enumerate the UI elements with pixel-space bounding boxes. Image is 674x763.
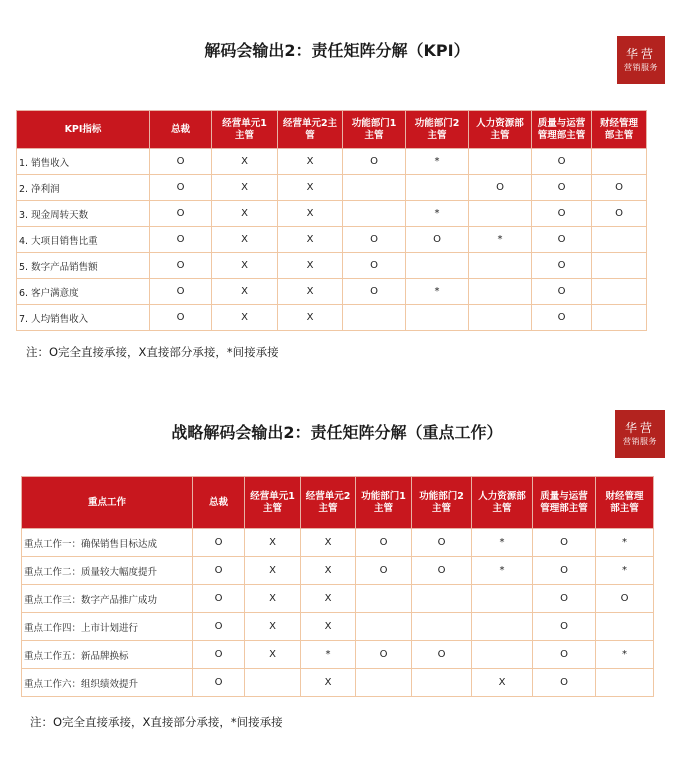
matrix-cell: * — [596, 641, 654, 669]
kpi-matrix-legend-note: 注：O完全直接承接，X直接部分承接，*间接承接 — [26, 345, 279, 359]
matrix-cell: O — [150, 175, 212, 201]
column-header: KPI指标 — [17, 111, 150, 149]
matrix-cell: * — [406, 279, 469, 305]
matrix-cell: X — [278, 201, 343, 227]
matrix-cell: O — [193, 557, 245, 585]
table-row — [22, 669, 654, 697]
column-header: 人力资源部 主管 — [469, 111, 532, 149]
matrix-cell: O — [193, 613, 245, 641]
row-label: 2. 净利润 — [17, 175, 150, 201]
row-label: 重点工作四：上市计划进行 — [22, 613, 193, 641]
table-row — [22, 529, 654, 557]
column-header: 经营单元1 主管 — [212, 111, 278, 149]
column-header: 财经管理 部主管 — [592, 111, 647, 149]
matrix-cell: O — [412, 641, 472, 669]
matrix-cell: O — [150, 227, 212, 253]
matrix-cell: O — [356, 557, 412, 585]
matrix-cell: * — [596, 529, 654, 557]
matrix-cell: O — [533, 585, 596, 613]
table-row — [17, 279, 647, 305]
matrix-cell: O — [532, 149, 592, 175]
matrix-cell: X — [212, 175, 278, 201]
matrix-cell — [469, 201, 532, 227]
matrix-cell: X — [212, 149, 278, 175]
key-work-responsibility-matrix — [21, 476, 654, 697]
matrix-cell: * — [301, 641, 356, 669]
row-label: 6. 客户满意度 — [17, 279, 150, 305]
table-row — [22, 557, 654, 585]
matrix-cell — [592, 253, 647, 279]
column-header: 经营单元2主 管 — [278, 111, 343, 149]
matrix-cell: X — [245, 613, 301, 641]
matrix-cell: O — [533, 669, 596, 697]
matrix-cell: X — [278, 279, 343, 305]
matrix-cell: O — [150, 305, 212, 331]
row-label: 重点工作六：组织绩效提升 — [22, 669, 193, 697]
column-header: 质量与运营 管理部主管 — [532, 111, 592, 149]
table-row — [22, 613, 654, 641]
matrix-cell — [343, 201, 406, 227]
matrix-cell — [596, 613, 654, 641]
matrix-cell: * — [472, 557, 533, 585]
table-row — [17, 253, 647, 279]
column-header: 财经管理 部主管 — [596, 477, 654, 529]
table-row — [22, 641, 654, 669]
matrix-cell: X — [301, 613, 356, 641]
matrix-cell: O — [343, 253, 406, 279]
table-row — [17, 305, 647, 331]
matrix-cell: X — [278, 253, 343, 279]
matrix-cell: O — [356, 641, 412, 669]
kpi-matrix-title: 解码会输出2：责任矩阵分解（KPI） — [204, 41, 470, 60]
matrix-cell — [469, 253, 532, 279]
matrix-cell: X — [212, 253, 278, 279]
matrix-cell: O — [412, 529, 472, 557]
matrix-cell: X — [212, 279, 278, 305]
matrix-cell: X — [301, 557, 356, 585]
matrix-cell — [343, 305, 406, 331]
matrix-cell — [356, 669, 412, 697]
table-row — [17, 175, 647, 201]
table-row — [17, 149, 647, 175]
matrix-cell — [412, 613, 472, 641]
matrix-cell: O — [150, 201, 212, 227]
matrix-cell — [469, 279, 532, 305]
matrix-cell: O — [596, 585, 654, 613]
table-row — [17, 227, 647, 253]
matrix-cell: O — [150, 253, 212, 279]
matrix-cell — [469, 149, 532, 175]
matrix-cell: X — [278, 149, 343, 175]
matrix-cell: O — [356, 529, 412, 557]
matrix-cell: O — [343, 149, 406, 175]
column-header: 功能部门1 主管 — [356, 477, 412, 529]
matrix-cell: X — [278, 227, 343, 253]
matrix-cell — [356, 585, 412, 613]
column-header: 总裁 — [150, 111, 212, 149]
table-row — [17, 201, 647, 227]
matrix-cell — [245, 669, 301, 697]
matrix-cell: O — [592, 201, 647, 227]
matrix-cell: O — [533, 557, 596, 585]
column-header: 经营单元2 主管 — [301, 477, 356, 529]
company-seal-logo: 华营 营销服务 — [615, 410, 665, 458]
matrix-cell: * — [406, 149, 469, 175]
matrix-cell: O — [532, 227, 592, 253]
matrix-cell — [472, 585, 533, 613]
matrix-cell — [406, 175, 469, 201]
matrix-cell — [412, 585, 472, 613]
matrix-cell: O — [343, 227, 406, 253]
matrix-cell: * — [469, 227, 532, 253]
matrix-cell — [596, 669, 654, 697]
table-row — [22, 585, 654, 613]
matrix-cell — [406, 305, 469, 331]
row-label: 5. 数字产品销售额 — [17, 253, 150, 279]
matrix-cell — [356, 613, 412, 641]
column-header: 人力资源部 主管 — [472, 477, 533, 529]
matrix-cell: X — [278, 175, 343, 201]
matrix-cell: O — [532, 201, 592, 227]
row-label: 3. 现金周转天数 — [17, 201, 150, 227]
matrix-cell: O — [532, 305, 592, 331]
column-header: 重点工作 — [22, 477, 193, 529]
column-header: 功能部门2 主管 — [406, 111, 469, 149]
matrix-cell: X — [245, 585, 301, 613]
matrix-cell: O — [532, 279, 592, 305]
column-header: 经营单元1 主管 — [245, 477, 301, 529]
matrix-cell: X — [212, 227, 278, 253]
row-label: 重点工作五：新品牌换标 — [22, 641, 193, 669]
row-label: 4. 大项目销售比重 — [17, 227, 150, 253]
row-label: 1. 销售收入 — [17, 149, 150, 175]
row-label: 重点工作三：数字产品推广成功 — [22, 585, 193, 613]
matrix-cell: X — [301, 585, 356, 613]
matrix-cell: X — [278, 305, 343, 331]
row-label: 7. 人均销售收入 — [17, 305, 150, 331]
matrix-cell: O — [469, 175, 532, 201]
matrix-cell: O — [406, 227, 469, 253]
matrix-cell: O — [533, 529, 596, 557]
matrix-cell: O — [150, 149, 212, 175]
matrix-cell: O — [193, 641, 245, 669]
row-label: 重点工作一：确保销售目标达成 — [22, 529, 193, 557]
key-work-matrix-legend-note: 注：O完全直接承接，X直接部分承接，*间接承接 — [30, 715, 283, 729]
matrix-cell — [343, 175, 406, 201]
matrix-cell — [592, 305, 647, 331]
column-header: 功能部门2 主管 — [412, 477, 472, 529]
matrix-cell: O — [193, 669, 245, 697]
matrix-cell: * — [596, 557, 654, 585]
matrix-cell — [592, 149, 647, 175]
key-work-matrix-title: 战略解码会输出2：责任矩阵分解（重点工作） — [171, 423, 503, 442]
matrix-cell: X — [301, 669, 356, 697]
matrix-cell: O — [343, 279, 406, 305]
matrix-cell: X — [245, 529, 301, 557]
column-header: 总裁 — [193, 477, 245, 529]
matrix-cell: O — [150, 279, 212, 305]
kpi-responsibility-matrix — [16, 110, 647, 331]
matrix-cell — [592, 227, 647, 253]
matrix-cell: O — [532, 253, 592, 279]
matrix-cell: O — [532, 175, 592, 201]
matrix-cell — [472, 613, 533, 641]
matrix-cell: X — [301, 529, 356, 557]
column-header: 功能部门1 主管 — [343, 111, 406, 149]
column-header: 质量与运营 管理部主管 — [533, 477, 596, 529]
company-seal-logo: 华营 营销服务 — [617, 36, 665, 84]
matrix-cell: O — [193, 585, 245, 613]
matrix-cell — [469, 305, 532, 331]
matrix-cell: X — [245, 557, 301, 585]
matrix-cell: O — [533, 641, 596, 669]
matrix-cell: * — [472, 529, 533, 557]
matrix-cell: O — [592, 175, 647, 201]
matrix-cell: X — [212, 201, 278, 227]
matrix-cell — [592, 279, 647, 305]
matrix-cell: * — [406, 201, 469, 227]
matrix-cell — [412, 669, 472, 697]
matrix-cell: X — [245, 641, 301, 669]
matrix-cell: X — [212, 305, 278, 331]
matrix-cell: O — [412, 557, 472, 585]
matrix-cell: O — [533, 613, 596, 641]
matrix-cell — [472, 641, 533, 669]
matrix-cell: X — [472, 669, 533, 697]
row-label: 重点工作二：质量较大幅度提升 — [22, 557, 193, 585]
matrix-cell — [406, 253, 469, 279]
matrix-cell: O — [193, 529, 245, 557]
